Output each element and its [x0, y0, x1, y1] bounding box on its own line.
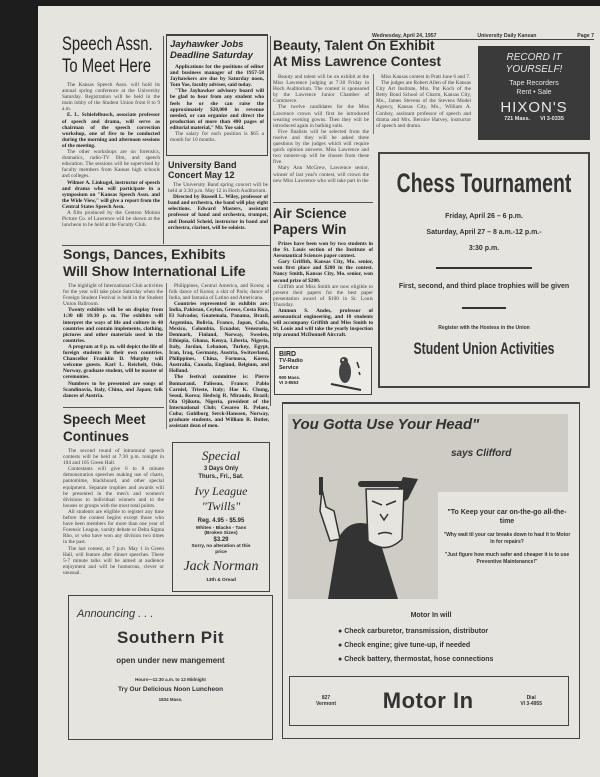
article-column [273, 74, 369, 212]
paragraph: Applications for the positions of editor and business manager of the 1957-58 Jayhawkers are due by Saturday noon, Tom Yoe, faculty adviser, said today. [170, 64, 264, 89]
paragraph: Miss Kansas contest in Pratt June 6 and 7. [381, 74, 471, 80]
ad-headline: You Gotta Use Your Head" [291, 416, 480, 433]
ad-motor-in [282, 402, 580, 739]
divider [436, 267, 532, 269]
ad-southern-pit [68, 595, 273, 740]
store-name: HIXON'S [500, 99, 568, 116]
paragraph: The twelve candidates for the Miss Lawrence crown will first be introduced wearing evening gowns. Then they will be introduced again in bathing suits. [273, 104, 369, 129]
ad-tagline: open under new mangement [116, 656, 225, 665]
headline: Deadline Saturday [170, 50, 253, 61]
bird-icon [327, 352, 367, 392]
ad-byline: says Clifford [451, 448, 512, 459]
ad-hixons [478, 46, 590, 140]
check-text: Check engine; give tune-up, if needed [344, 642, 471, 649]
headline: Songs, Dances, Exhibits [63, 246, 226, 262]
ad-item: Ivy League [194, 484, 248, 498]
ad-luncheon: Try Our Delicious Noon Luncheon [117, 686, 224, 693]
ad-date: Saturday, April 27 – 8 a.m.-12 p.m.- [426, 229, 542, 236]
paragraph: E. L. Schiefelbusch, associate professor of speech and drama, will serve as chairman of the speech correction workshop, one of five to be conducted during the morning and afternoon sessions of the meeting. [62, 112, 160, 149]
ad-hours: Hours—11:30 a.m. to 12 Midnight [135, 677, 206, 682]
check-text: Check carburetor, transmission, distributor [344, 628, 489, 635]
headline: Concert May 12 [168, 170, 235, 180]
article-speech-meet [63, 407, 164, 591]
paragraph: Numbers to be presented are songs of Scandinavia, Italy, China, and Japan; folk dances of Austria, [63, 380, 163, 397]
paragraph: Philippines, Central America, and Korea; a folk dance of Korea; a skit of Paris; dance of India, and fantasia of Latino and Americana. [169, 283, 269, 302]
paragraph: Contestants will give 6 to 8 minute demonstration speeches making use of charts, pantomime, blackboard, and other special equipment. Separate trophies and awards will be presented in the men's and women's divisions to individual winners and to the houses or groups with the most total points. [63, 466, 164, 509]
headline: Speech Assn. [62, 34, 153, 55]
article-air-science [273, 202, 373, 342]
ad-line: YOURSELF! [505, 64, 563, 75]
phone: VI 3-0335 [540, 116, 564, 122]
masthead-paper: University Daily Kansan [477, 33, 537, 39]
ad-special: Special [201, 448, 241, 463]
article-jayhawker [166, 34, 268, 156]
paragraph: Griffith and Miss Smith are now eligible to present their papers for the best paper presentation award of $100 in St. Louis Thursday. [273, 283, 373, 308]
ad-quote: "To Keep your car on-the-go all-the-time [447, 509, 567, 525]
ad-chess-tournament [378, 152, 590, 388]
service: TV-Radio Service [279, 358, 303, 371]
divider [462, 307, 506, 309]
paragraph: "The Jayhawker advisory board will be glad to hear from any student who feels he or she can raise the approximately $20,000 in revenue needed, or can organize and direct the production of more than 400 pages of editorial material," Mr. Yoe said. [170, 88, 264, 131]
article-university-band [168, 160, 268, 244]
paragraph: The Kansas Speech Assn. will hold its annual spring conference at the University Saturday. Registration will be held in the main lobby of the Student Union from 8 to 9 a.m. [62, 82, 160, 113]
address: 827 [321, 695, 331, 701]
ad-quote: "Why wait til your car breaks down to haul it to Motor In for repairs? [443, 532, 571, 545]
paragraph: The salary for each position is $65 a month for 10 months. [170, 131, 264, 144]
paragraph: The other workshops are on forensics, dramatics, radio-TV film, and speech education. The sessions will be supervised by faculty members from Kansas high schools and colleges. [62, 149, 160, 180]
masthead-date: Wednesday, April 24, 1957 [372, 33, 437, 39]
store-name: Southern Pit [116, 628, 225, 647]
article-column [63, 283, 163, 397]
ad-jack-norman [172, 442, 270, 592]
check-text: Check battery, thermostat, hose connections [344, 656, 494, 663]
ad-price: $3.29 [213, 537, 229, 543]
paragraph: Gary Griffith, Kansas City, Mo. senior, won first place and $200 in the contest. Nancy Smith, Kansas City, Mo. senior, won second prize of $200. [273, 259, 373, 284]
paragraph: A film produced by the Centron Motion Picture Co. of Lawrence will be shown at the luncheon to be held at the Faculty Club. [62, 209, 160, 229]
headline: Continues [63, 429, 129, 444]
paragraph: Mary Ann McGrew, Lawrence senior, winner of last year's contest, will crown the new Miss Lawrence who will take part in the [273, 165, 369, 184]
ad-line: RECORD IT [506, 52, 562, 63]
check-item: ● Check carburetor, transmission, distributor [338, 628, 489, 635]
ad-colors: Whites - Blacks - Tans [195, 526, 247, 531]
ad-line: Tape Recorders [509, 80, 559, 87]
paragraph: The University Band spring concert will be held at 3:30 p.m. May 12 in Hoch Auditorium. [168, 182, 268, 195]
paragraph: Five finalists will be selected from the twelve and they will be asked three questions by the judges which will require quick opinion answers. Miss Lawrence and two runners-up will be chosen from these five. [273, 128, 369, 166]
paragraph: Countries represented in exhibits are: India, Pakistan, Ceylon, Greece, Costa Rica, El Salvador, Guatemala, Panama, Brazil, Argentina, Bolivia, France, Japan, Cuba, Mexico, Colombia, Ecuador, Venezuela, Denmark, Finland, Norway, Sweden, Ethiopia, Ghana, Kenya, Liberia, Nigeria, Italy, Jordan, Lebanon, Turkey, Egypt, Iran, Iraq, Germany, Austria, Switzerland, Philippines, China, Formosa, Korea, Australia, Canada, England, Belgium, and Holland. [169, 301, 269, 375]
ad-line: Rent • Sale [516, 89, 552, 96]
paragraph: Ammon S. Andes, professor of aeronautical engineering, and 10 students will accompany Griffith and Miss Smith to St. Louis and will take the yearly inspection trip around McDonnell Aircraft. [273, 308, 373, 339]
store-name: BIRD [279, 351, 297, 358]
headline: To Meet Here [62, 56, 151, 77]
paragraph: Wilmer A. Linkugel, instructor of speech and drama who will participate in a symposium on "Kansas Speech Assn. and the Wide View," will give a report from the Central States Speech Assn. [62, 179, 160, 210]
store-name: Motor In [382, 688, 474, 713]
ad-sizes: (Broken Sizes) [204, 531, 238, 536]
headline: Beauty, Talent On Exhibit [273, 38, 435, 53]
paragraph: The judges are Robert Allen of the Kansas City Art Institute, Mrs. Pat Koch of the Betty Bond School of Charm, Kansas City, Mo., James Stevens of the Stevens Model Agency, Kansas City, Mo., William A. Conboy, assistant professor of speech and drama and Mrs. Bernice Harvey, instructor of speech and drama. [376, 80, 471, 129]
phone: VI 3-8553 [279, 380, 299, 385]
ad-date: 3:30 p.m. [468, 245, 500, 252]
ad-sponsor: Student Union Activities [413, 338, 555, 358]
check-item: ● Check engine; give tune-up, if needed [338, 642, 471, 649]
masthead-page: Page 7 [577, 33, 594, 39]
headline: University Band [168, 160, 237, 170]
ad-note: Sorry, no alteration at this price [191, 544, 251, 555]
article-body [168, 182, 268, 242]
paragraph: All students are eligible to register any time before the contest begins except those who have been members for more than one year of Forensic League, varsity debate or Delta Sigma Rho, or who have won any division two times in the past. [63, 508, 164, 546]
article-speech-assn [62, 34, 160, 242]
paragraph: The highlight of International Club activities for the year will take place Saturday when the Foreign Student Festival is held in the Student Union Ballroom. [63, 283, 163, 308]
headline: Papers Win [273, 222, 347, 237]
headline: Speech Meet [63, 412, 146, 427]
paragraph: The last contest, at 7 p.m. May 1 in Green Hall, will feature after dinner speeches. These 5-7 minute talks will be aimed at audience enjoyment and will be humorous, clever or unusual. [63, 545, 164, 576]
motor-in-footer [289, 676, 569, 726]
ad-will: Motor In will [410, 612, 452, 619]
paragraph: The second round of intramural speech contests will be held at 7:30 p.m. tonight in 104 and 105 Green Hall. [63, 448, 164, 467]
paragraph: Directed by Russell L. Wiley, professor of band and orchestra, the band will play eight selections. Edward Masters, assistant professor of band and orchestra, trumpet, and Donald Scheid, instructor in band and orchestra, clarinet, will be soloists. [168, 194, 268, 231]
ad-announcing: Announcing . . . [77, 608, 154, 620]
ad-when: Thurs., Fri., Sat. [198, 474, 244, 480]
article-body [170, 64, 264, 148]
paragraph: A program at 8 p. m. will depict the life of foreign students in their own countries. Chancellor Franklin D. Murphy will welcome guests. Karl L. Reichelt, Oslo, Norway, graduate student, will be master of ceremonies. [63, 343, 163, 381]
headline: Air Science [273, 206, 347, 221]
paragraph: Twenty exhibits will be on display from 1:30 till 10:30 p. m. The exhibits will interpret the ways of life and culture in 40 countries and contain implements, clothing, pictures and other materials used in the countries. [63, 307, 163, 344]
paragraph: Prizes have been won by two students in the St. Louis section of the Institute of Aeronautical Sciences paper contest. [273, 241, 373, 260]
ad-quote: "Just figure how much safer and cheaper it is to use Preventive Maintenance!" [444, 552, 570, 565]
article-column [373, 74, 471, 134]
headline: Jayhawker Jobs [170, 39, 244, 50]
ad-days: 3 Days Only [203, 466, 239, 472]
ad-register: Register with the Hostess in the Union [438, 324, 530, 331]
headline: At Miss Lawrence Contest [273, 54, 442, 69]
address: 1834 Mass. [158, 697, 183, 702]
article-column [166, 283, 269, 429]
article-body [62, 82, 160, 240]
ad-prizes: First, second, and third place trophies will be given [398, 283, 570, 290]
ad-bird-tv-radio [274, 347, 372, 395]
ad-regular-price: Reg. 4.95 - $5.95 [197, 518, 245, 524]
phone: VI 3-4955 [520, 701, 542, 707]
article-body [63, 448, 164, 588]
paragraph: Beauty and talent will be on exhibit at the Miss Lawrence judging at 7:30 Friday in Hoch Auditorium. The contest is sponsored by the Lawrence Junior Chamber of Commerce. [273, 74, 369, 105]
ad-item: "Twills" [201, 499, 241, 513]
ad-date: Friday, April 26 – 6 p.m. [445, 213, 523, 220]
check-item: ● Check battery, thermostat, hose connections [338, 656, 494, 663]
ad-title: Chess Tournament [396, 168, 572, 198]
address: 721 Mass. [504, 116, 531, 122]
address: Vermont [316, 701, 337, 707]
address: 13th & Oread [206, 578, 236, 583]
store-name: Jack Norman [183, 559, 259, 574]
article-body [273, 241, 373, 341]
clifford-cartoon-icon [308, 459, 428, 599]
dial-label: Dial [526, 695, 536, 701]
headline: Will Show International Life [63, 262, 246, 279]
paragraph: The festival committee is: Pierre Bonnaraud, Paliseau, France; Pablo Carniel, Trieste, Italy; Hae K. Chung, Seoul, Korea; Hedwig R. Mirande, Brazil; Ola Ojikutu, Nigeria, president of the International Club; Cesareo R. Pelaez, Cuba; Guldborg Serck-Hanssen, Norway, graduate students, and William R. Butler, assistant dean of men. [169, 374, 269, 429]
address: 900 Mass. [279, 375, 301, 380]
